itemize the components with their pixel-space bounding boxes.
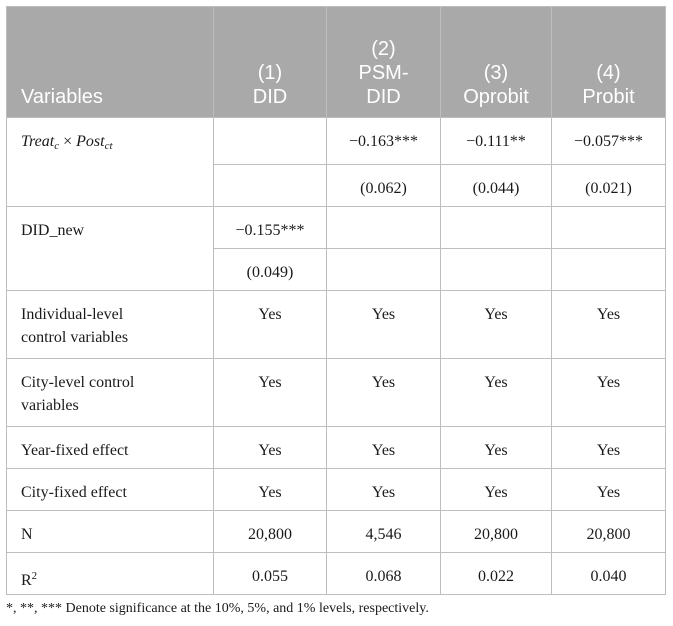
cell-value: Yes (327, 359, 441, 427)
row-label: City-level control variables (7, 359, 214, 427)
cell-value: Yes (552, 427, 666, 469)
table-footnote: *, **, *** Denote significance at the 10%, 5%, and 1% levels, respectively. (6, 601, 429, 616)
cell-value: 0.068 (327, 553, 441, 595)
cell-value: Yes (327, 469, 441, 511)
table-header-row (7, 7, 666, 118)
cell-value: 4,546 (327, 511, 441, 553)
cell-value: 20,800 (552, 511, 666, 553)
cell-value: Yes (327, 291, 441, 359)
cell-value (327, 249, 441, 291)
header-col-4: (4) Probit (552, 7, 666, 118)
cell-value (552, 249, 666, 291)
cell-value: Yes (214, 469, 327, 511)
cell-value (327, 207, 441, 249)
cell-value: Yes (552, 359, 666, 427)
header-col-2: (2) PSM-DID (327, 7, 441, 118)
cell-value: Yes (552, 291, 666, 359)
cell-value: (0.049) (214, 249, 327, 291)
cell-value (214, 118, 327, 165)
row-label: N (7, 511, 214, 553)
cell-value: 20,800 (441, 511, 552, 553)
cell-value: Yes (441, 359, 552, 427)
table-row (7, 511, 666, 553)
cell-value: Yes (214, 291, 327, 359)
table-row (7, 427, 666, 469)
cell-value: −0.111** (441, 118, 552, 165)
table-row (7, 359, 666, 427)
cell-value: Yes (552, 469, 666, 511)
row-label-r2: $R^2$ (7, 553, 214, 595)
cell-value: Yes (441, 291, 552, 359)
cell-value: 20,800 (214, 511, 327, 553)
row-label: Year-fixed effect (7, 427, 214, 469)
cell-value (441, 249, 552, 291)
cell-value (552, 207, 666, 249)
row-label: Individual-level control variables (7, 291, 214, 359)
cell-value: 0.022 (441, 553, 552, 595)
cell-value (441, 207, 552, 249)
table-row (7, 207, 666, 249)
row-label: City-fixed effect (7, 469, 214, 511)
table-row (7, 291, 666, 359)
cell-value: Yes (214, 427, 327, 469)
cell-value: Yes (214, 359, 327, 427)
header-variables: Variables (7, 7, 214, 118)
cell-value: (0.021) (552, 165, 666, 207)
row-label-treat-post: Treat$_c$ × Post$_{ct}$ (7, 118, 214, 207)
table-row (7, 118, 666, 165)
row-label-did-new: DID_new (7, 207, 214, 291)
header-col-3: (3) Oprobit (441, 7, 552, 118)
cell-value: −0.163*** (327, 118, 441, 165)
cell-value: Yes (327, 427, 441, 469)
table-row (7, 553, 666, 595)
cell-value: −0.057*** (552, 118, 666, 165)
table-row (7, 469, 666, 511)
cell-value: Yes (441, 469, 552, 511)
regression-results-table (6, 6, 666, 595)
cell-value: −0.155*** (214, 207, 327, 249)
cell-value: 0.040 (552, 553, 666, 595)
cell-value: Yes (441, 427, 552, 469)
cell-value: (0.044) (441, 165, 552, 207)
cell-value: (0.062) (327, 165, 441, 207)
cell-value: 0.055 (214, 553, 327, 595)
header-col-1: (1) DID (214, 7, 327, 118)
cell-value (214, 165, 327, 207)
